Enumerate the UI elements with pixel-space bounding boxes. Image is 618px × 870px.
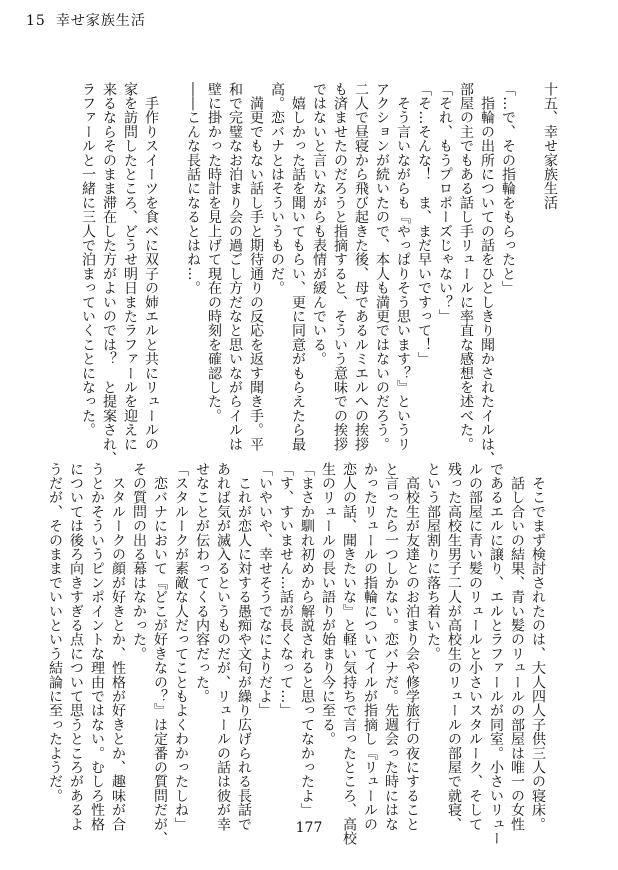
text-line	[518, 82, 539, 412]
text-line: そう言いながらも『やっぱりそう思います？』というリ	[395, 82, 411, 452]
text-line: ラファールと一緒に三人で泊まっていくことになった。	[80, 82, 96, 437]
text-line: スタルークの顔が好きとか、性格が好きとか、趣味が合	[110, 462, 126, 832]
text-line: そこでまず検討されたのは、大人四人子供三人の寝床。	[530, 462, 546, 832]
text-line: も済ませたのだろうと指摘すると、そういう意味での挨拶	[332, 82, 348, 452]
text-line: アクションが続いたので、本人も満更ではないのだろう。	[374, 82, 390, 452]
text-line: 満更でもない話し手と期待通りの反応を返す聞き手。平	[248, 82, 264, 452]
text-line: 「いやいや、幸せそうでなによりだよ」	[257, 462, 273, 718]
text-line: これが恋人に対する愚痴や文句が繰り広げられる長話で	[236, 462, 252, 832]
text-line: 「す、すいません…話が長くなって…」	[278, 462, 294, 718]
text-line: 来るならそのまま滞在した方がよいのでは？ と提案され、	[101, 82, 117, 466]
text-line: 「スタルークが素敵な人だってこともよくわかったしね」	[173, 462, 189, 832]
text-line: 生のリュールの長い語りが始まり今に至る。	[320, 462, 336, 746]
text-line: 「まさか馴れ初めから解説されると思ってなかったよ」	[299, 462, 315, 817]
text-line: 十五、幸せ家族生活	[542, 82, 558, 210]
text-line: かったリュールの指輪についてイルが指摘し『リュールの	[362, 462, 378, 832]
running-header	[26, 10, 156, 30]
text-line: せなことが伝わってくる内容だった。	[194, 462, 210, 704]
text-line: 二人で昼寝から飛び起きた後、母であるルミエルへの挨拶	[353, 82, 369, 452]
text-line: あれば気が滅入るというものだが、リュールの話は彼が幸	[215, 462, 231, 832]
text-line: ではないと言いながらも表情が緩んでいる。	[311, 82, 327, 366]
text-line: ルの部屋に青い髪のリュールと小さいスタルーク、そして	[467, 462, 483, 832]
text-line: うとかそういうピンポイントな理由ではない。むしろ性格	[89, 462, 105, 832]
text-line: 指輪の出所についての話をひとしきり聞かされたイルは、	[479, 82, 495, 466]
text-line: 壁に掛かった時計を見上げて現在の時刻を確認した。	[206, 82, 222, 423]
text-line: 「…で、その指輪をもらったと」	[500, 82, 516, 295]
text-line: その質問の出る幕はなかった。	[131, 462, 147, 661]
text-line: であるエルに譲り、エルとラファールが同室。小さいリュー	[488, 462, 504, 846]
text-line: 話し合いの結果、青い髪のリュールの部屋は唯一の女性	[509, 462, 525, 832]
text-line: 高。恋バナとはそういうものだ。	[269, 82, 285, 295]
text-line: 「そ…そんな！ ま、まだ早いですって！」	[416, 82, 432, 366]
page-number: 177	[295, 820, 323, 836]
chapter-number: 15	[26, 13, 46, 29]
text-line: うだが、そのままでいいという結論に至ったようだ。	[47, 462, 63, 803]
text-line: 恋人の話、聞きたいな』と軽い気持ちで言ったところ、高校	[341, 462, 357, 846]
text-line: 恋バナにおいて『どこが好きなの？』は定番の質問だが、	[152, 462, 168, 846]
text-line: ――こんな長話になるとはね…。	[185, 82, 201, 295]
text-line: 部屋の主でもある話し手リュールに率直な感想を述べた。	[458, 82, 474, 452]
text-line: 和で完璧なお泊まり会の過ごし方だなと思いながらイルは	[227, 82, 243, 452]
text-line: という部屋割りに落ち着いた。	[425, 462, 441, 661]
text-line: については後ろ向きすぎる点について思うところがあるよ	[68, 462, 84, 832]
text-line: 「それ、もうプロポーズじゃない？」	[437, 82, 453, 324]
text-line: と言ったら一つしかない。恋バナだ。先週会った時にはな	[383, 462, 399, 832]
text-line	[161, 82, 182, 412]
text-line: 嬉しかった話を聞いてもらい、更に同意がもらえたら最	[290, 82, 306, 452]
text-line: 手作りスイーツを食べに双子の姉エルと共にリュールの	[143, 82, 159, 452]
top-text-block	[45, 82, 560, 466]
text-line: 高校生が友達とのお泊まり会や修学旅行の夜にすること	[404, 462, 420, 832]
chapter-title-header: 幸せ家族生活	[55, 13, 146, 29]
text-line: 残った高校生男子二人が高校生のリュールの部屋で就寝、	[446, 462, 462, 832]
text-line: 家を訪問したところ、どうせ明日またラファールを迎えに	[122, 82, 138, 452]
